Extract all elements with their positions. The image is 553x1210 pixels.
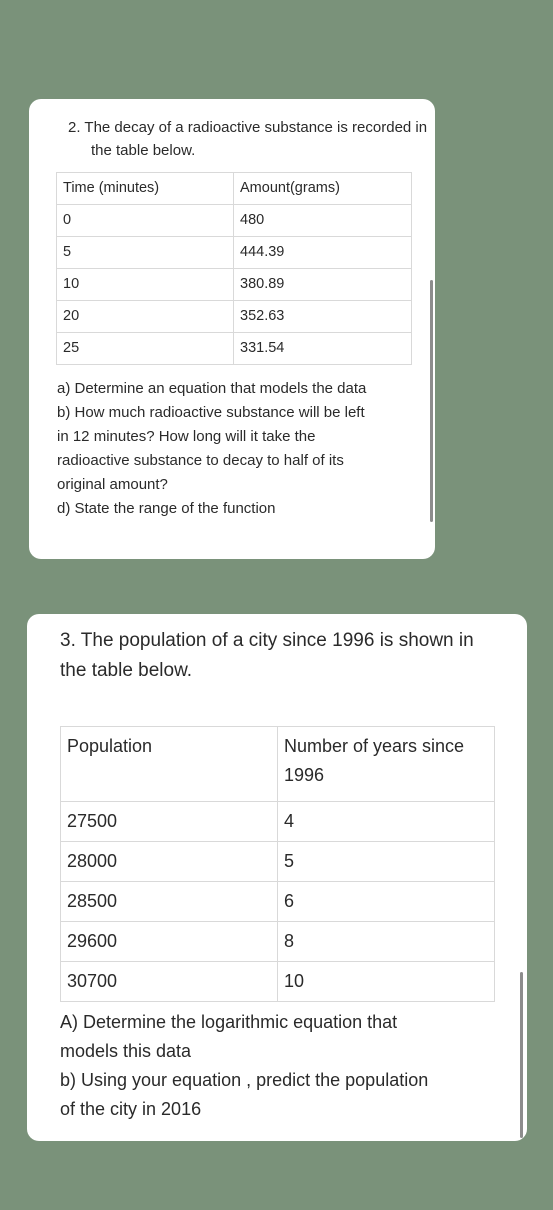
table-row: [57, 269, 412, 301]
cell-population: 28000: [61, 842, 278, 882]
header-time: Time (minutes): [57, 173, 234, 205]
cell-population: 30700: [61, 962, 278, 1002]
prompt-line: b) Using your equation , predict the population: [60, 1070, 429, 1090]
cell-amount: 352.63: [234, 301, 412, 333]
question-2-prompts: [57, 377, 417, 521]
table-row: [57, 237, 412, 269]
header-amount: Amount(grams): [234, 173, 412, 205]
header-population: Population: [61, 727, 278, 802]
scrollbar-thumb[interactable]: [520, 972, 523, 1138]
cell-time: 25: [57, 333, 234, 365]
cell-amount: 480: [234, 205, 412, 237]
cell-time: 0: [57, 205, 234, 237]
table-row: [61, 882, 495, 922]
prompt-line: a) Determine an equation that models the data: [57, 380, 367, 397]
prompt-line: of the city in 2016: [60, 1099, 202, 1119]
question-3-title: 3. The population of a city since 1996 is shown in the table below.: [60, 630, 474, 681]
scrollbar-thumb[interactable]: [430, 280, 433, 522]
prompt-line: models this data: [60, 1041, 192, 1061]
prompt-line: b) How much radioactive substance will be left: [57, 404, 365, 421]
cell-years: 5: [278, 842, 495, 882]
cell-amount: 444.39: [234, 237, 412, 269]
prompt-line: A) Determine the logarithmic equation that: [60, 1012, 398, 1032]
table-row: [61, 922, 495, 962]
table-row: [57, 205, 412, 237]
table-row: [61, 802, 495, 842]
cell-population: 29600: [61, 922, 278, 962]
question-3-prompts: [60, 1008, 510, 1124]
header-years: Number of years since 1996: [278, 727, 495, 802]
prompt-line: in 12 minutes? How long will it take the: [57, 428, 316, 445]
table-row: [61, 962, 495, 1002]
table-row: [61, 842, 495, 882]
cell-time: 10: [57, 269, 234, 301]
table-row: [57, 301, 412, 333]
question-2-title: 2. The decay of a radioactive substance is recorded in the table below.: [68, 119, 428, 159]
cell-time: 5: [57, 237, 234, 269]
prompt-line: d) State the range of the function: [57, 500, 276, 517]
table-row: [57, 333, 412, 365]
decay-table: [56, 172, 412, 365]
cell-population: 27500: [61, 802, 278, 842]
prompt-line: radioactive substance to decay to half of its: [57, 452, 344, 469]
cell-amount: 380.89: [234, 269, 412, 301]
table-header-row: [61, 727, 495, 802]
table-header-row: [57, 173, 412, 205]
population-table: [60, 726, 495, 1002]
cell-years: 6: [278, 882, 495, 922]
cell-years: 8: [278, 922, 495, 962]
cell-years: 4: [278, 802, 495, 842]
cell-time: 20: [57, 301, 234, 333]
cell-population: 28500: [61, 882, 278, 922]
prompt-line: original amount?: [57, 476, 168, 493]
cell-amount: 331.54: [234, 333, 412, 365]
cell-years: 10: [278, 962, 495, 1002]
